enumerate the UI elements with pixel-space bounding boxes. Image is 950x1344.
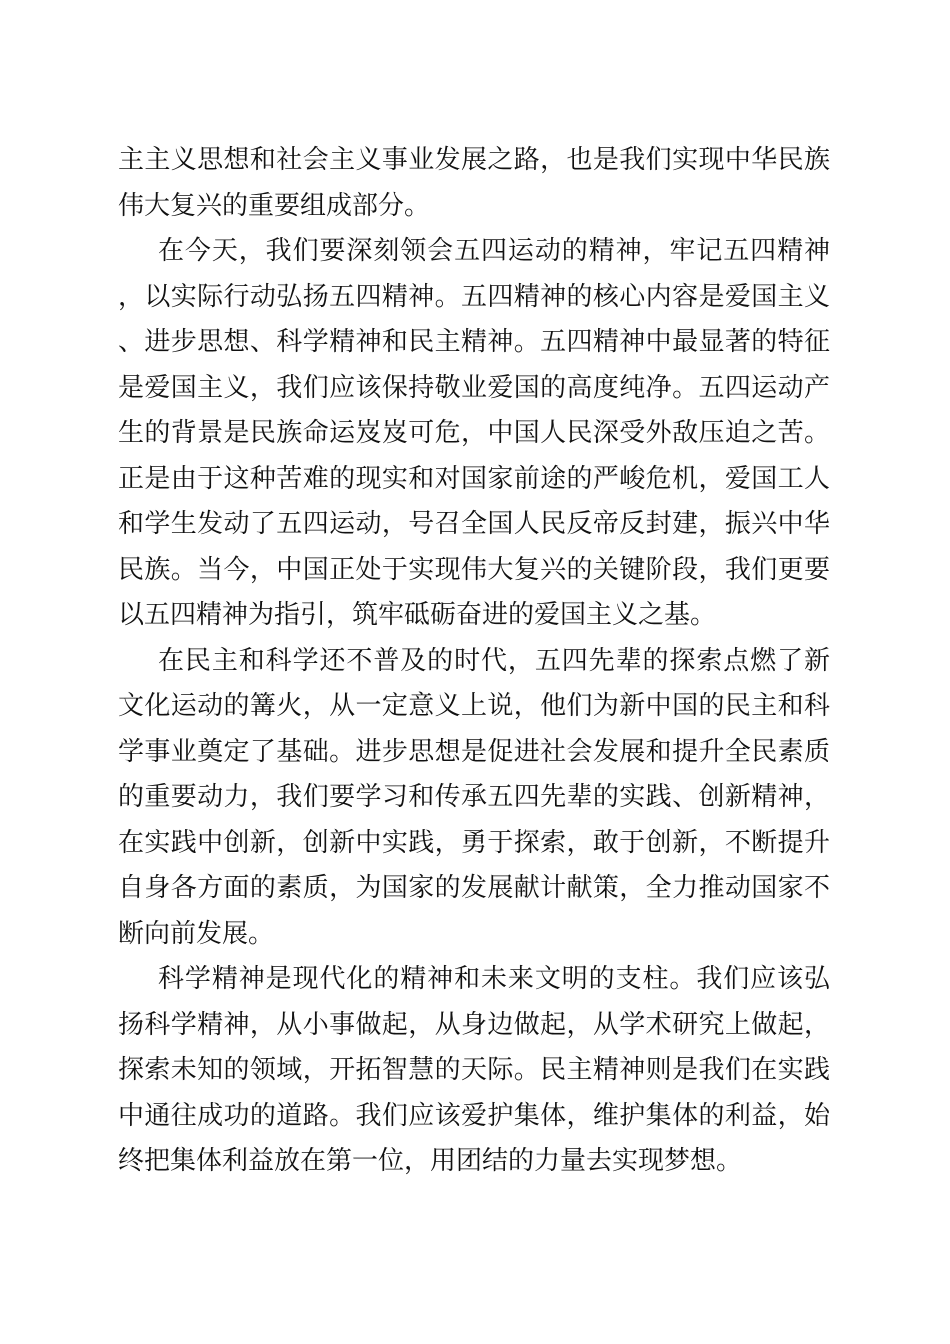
paragraph-continuation: 主主义思想和社会主义事业发展之路，也是我们实现中华民族伟大复兴的重要组成部分。 [118,145,830,221]
paragraph-scientific-spirit: 科学精神是现代化的精神和未来文明的支柱。我们应该弘扬科学精神，从小事做起，从身边做起，从学术研究上做起，探索未知的领域，开拓智慧的天际。民主精神则是我们在实践中通往成功的道路。我们应该爱护集体，维护集体的利益，始终把集体利益放在第一位，用团结的力量去实现梦想。 [118,964,830,1176]
paragraph-may-fourth-spirit: 在今天，我们要深刻领会五四运动的精神，牢记五四精神，以实际行动弘扬五四精神。五四精神的核心内容是爱国主义、进步思想、科学精神和民主精神。五四精神中最显著的特征是爱国主义，我们应该保持敬业爱国的高度纯净。五四运动产生的背景是民族命运岌岌可危，中国人民深受外敌压迫之苦。正是由于这种苦难的现实和对国家前途的严峻危机，爱国工人和学生发动了五四运动，号召全国人民反帝反封建，振兴中华民族。当今，中国正处于实现伟大复兴的关键阶段，我们更要以五四精神为指引，筑牢砥砺奋进的爱国主义之基。 [118,236,830,630]
paragraph-democracy-science: 在民主和科学还不普及的时代，五四先辈的探索点燃了新文化运动的篝火，从一定意义上说，他们为新中国的民主和科学事业奠定了基础。进步思想是促进社会发展和提升全民素质的重要动力，我们要学习和传承五四先辈的实践、创新精神，在实践中创新，创新中实践，勇于探索，敢于创新，不断提升自身各方面的素质，为国家的发展献计献策，全力推动国家不断向前发展。 [118,645,830,949]
document-body [118,138,830,1185]
